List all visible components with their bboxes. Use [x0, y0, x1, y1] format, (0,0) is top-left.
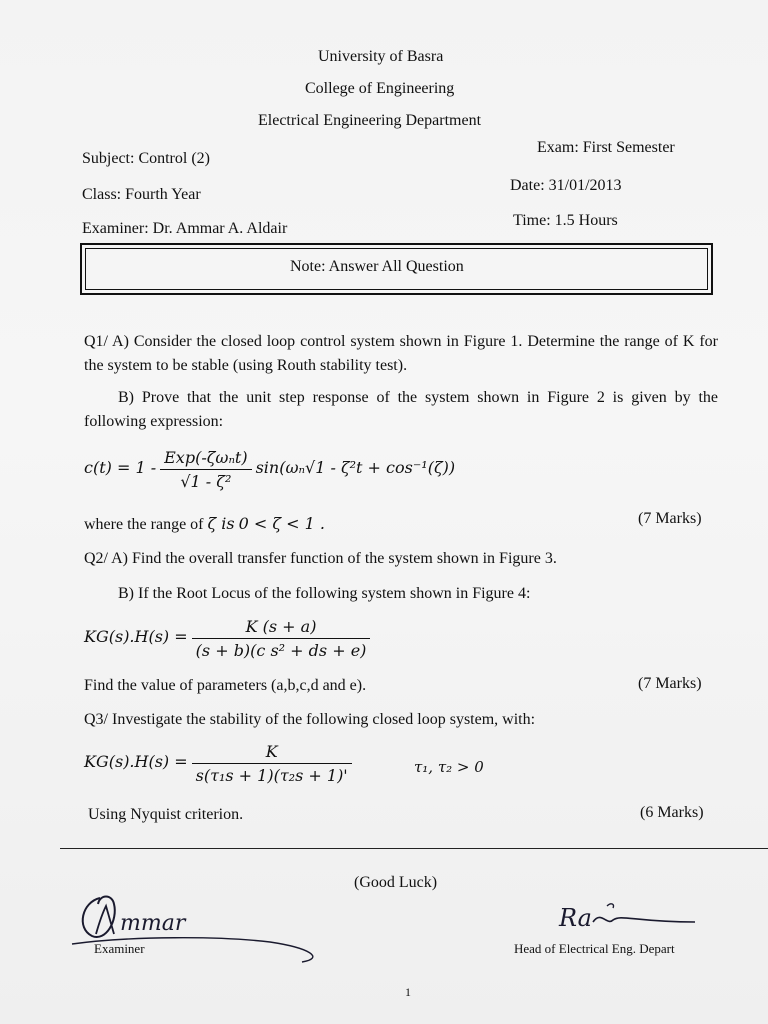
svg-text:Ra: Ra — [559, 904, 592, 932]
q1-part-a: Q1/ A) Consider the closed loop control system shown in Figure 1. Determine the range of K for the system to be stable (using Routh stability test). — [84, 333, 718, 374]
university-name: University of Basra — [318, 48, 444, 65]
head-signature — [555, 892, 725, 936]
note-text: Note: Answer All Question — [290, 258, 464, 275]
q1-range — [84, 514, 325, 534]
q3-condition: τ₁, τ₂ > 0 — [414, 758, 484, 776]
subject-line: Subject: Control (2) — [82, 150, 210, 167]
q3-eq-fraction — [192, 742, 352, 785]
q2-eq-denominator: (s + b)(c s² + ds + e) — [195, 641, 367, 660]
q1-equation — [84, 448, 455, 491]
q1-range-condition: 0 < ζ < 1 . — [238, 514, 325, 533]
q1-eq-numerator: Exp(-ζωₙt) — [160, 448, 251, 470]
head-label: Head of Electrical Eng. Depart — [514, 941, 675, 956]
q3-using: Using Nyquist criterion. — [88, 806, 244, 823]
q1-range-text: where the range of — [84, 516, 204, 533]
college-name: College of Engineering — [305, 80, 455, 97]
q3-text: Q3/ Investigate the stability of the following closed loop system, with: — [84, 711, 536, 728]
q2-part-a: Q2/ A) Find the overall transfer function of the system shown in Figure 3. — [84, 550, 557, 567]
q2-eq-fraction — [192, 617, 371, 660]
footer-divider — [60, 848, 768, 849]
svg-text:mmar: mmar — [120, 911, 186, 936]
class-line: Class: Fourth Year — [82, 186, 201, 203]
exam-line: Exam: First Semester — [537, 139, 675, 156]
q2-eq-numerator: K (s + a) — [192, 617, 371, 639]
q1-range-symbol: ζ is — [207, 514, 235, 533]
q2-find: Find the value of parameters (a,b,c,d and e). — [84, 677, 367, 694]
department-name: Electrical Engineering Department — [258, 112, 482, 129]
q2-part-b: B) If the Root Locus of the following system shown in Figure 4: — [118, 585, 531, 602]
page-number: 1 — [405, 985, 411, 999]
q3-eq-numerator: K — [192, 742, 352, 764]
examiner-line: Examiner: Dr. Ammar A. Aldair — [82, 220, 288, 237]
q2-marks: (7 Marks) — [638, 675, 702, 692]
q1-eq-lhs: c(t) = 1 - — [84, 458, 157, 478]
q3-eq-denominator: s(τ₁s + 1)(τ₂s + 1)' — [195, 766, 348, 785]
good-luck: (Good Luck) — [354, 874, 438, 891]
q1-part-b: B) Prove that the unit step response of the system shown in Figure 2 is given by the following expression: — [84, 389, 718, 430]
q1-marks: (7 Marks) — [638, 510, 702, 527]
q3-marks: (6 Marks) — [640, 804, 704, 821]
q2-equation — [84, 617, 370, 660]
time-line: Time: 1.5 Hours — [513, 212, 618, 229]
date-line: Date: 31/01/2013 — [510, 177, 622, 194]
q2-eq-lhs: KG(s).H(s) = — [84, 627, 188, 647]
q3-eq-lhs: KG(s).H(s) = — [84, 752, 188, 772]
q3-equation — [84, 742, 352, 785]
q1-eq-sine-term: sin(ωₙ√1 - ζ²t + cos⁻¹(ζ)) — [255, 458, 456, 478]
q1-eq-fraction — [160, 448, 251, 491]
q1-eq-denominator: √1 - ζ² — [180, 472, 232, 491]
examiner-label: Examiner — [94, 941, 145, 956]
note-box — [80, 243, 713, 295]
